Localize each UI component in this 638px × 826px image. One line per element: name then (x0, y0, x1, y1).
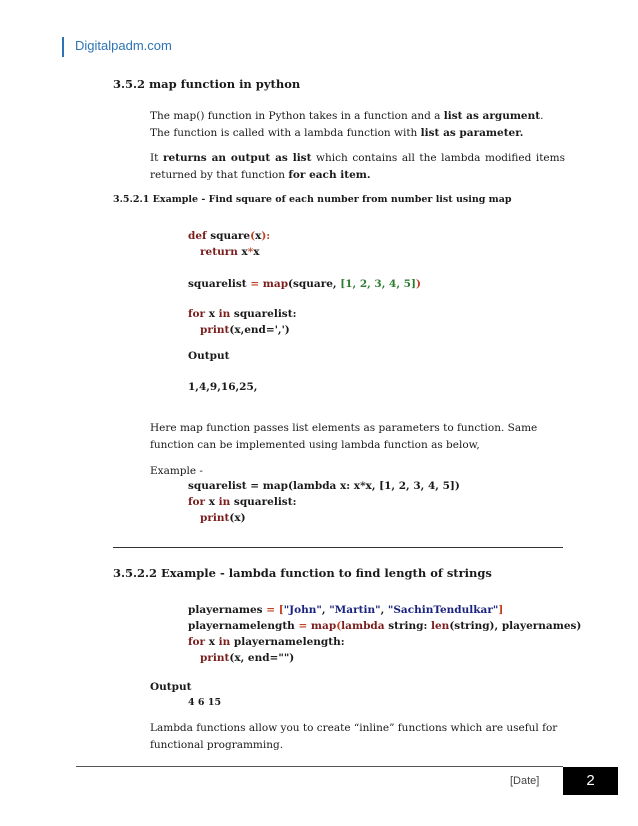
page-number: 2 (563, 767, 618, 795)
output-label-2: Output (150, 681, 192, 693)
code-function: map (262, 278, 289, 290)
output-label: Output (188, 350, 230, 362)
code-line-print (200, 324, 290, 336)
bold-text: list as parameter. (420, 127, 524, 139)
code-function: print (200, 652, 230, 664)
bold-text: for each item. (288, 169, 371, 181)
code-text: squarelist: (230, 496, 297, 508)
code-text: playernamelength: (230, 636, 345, 648)
code-keyword: for (188, 308, 206, 320)
section-title-3-5-2-1: 3.5.2.1 Example - Find square of each number from number list using map (113, 194, 512, 205)
code-op: ) (415, 278, 421, 290)
code-keyword: in (218, 308, 231, 320)
code-op: ): (261, 230, 271, 242)
code-text: x (237, 246, 248, 258)
code-text: (x,end=',') (229, 324, 290, 336)
code-text: squarelist (188, 278, 251, 290)
code-line-lambda-print (200, 512, 246, 524)
code-text: square (210, 230, 251, 242)
code-number: [1, 2, 3, 4, 5] (340, 278, 416, 290)
code-text: , (380, 604, 388, 616)
code-line-def (188, 230, 270, 242)
code-text: x (205, 308, 219, 320)
section-divider (113, 547, 563, 548)
code-keyword: lambda (341, 620, 385, 632)
code-op: * (247, 246, 254, 258)
code-function: print (200, 512, 230, 524)
code-text: (square, (288, 278, 341, 290)
code-keyword: return (200, 246, 238, 258)
code-text: x (255, 230, 262, 242)
code-string: "Martin" (329, 604, 381, 616)
code-op: [ (275, 604, 284, 616)
code-function: map (307, 620, 337, 632)
example-label: Example - (150, 465, 203, 477)
code-keyword: def (188, 230, 207, 242)
text: The map() function in Python takes in a function and a (150, 110, 444, 122)
code-text: playernamelength (188, 620, 299, 632)
code-line-squarelist (188, 278, 421, 290)
code-line-playernamelength (188, 620, 581, 632)
code-line-print-2 (200, 652, 294, 664)
code-function: print (200, 324, 230, 336)
code-text: x (205, 496, 219, 508)
code-line-for (188, 308, 296, 320)
code-keyword: in (218, 496, 231, 508)
bold-text: returns an output as list (162, 152, 312, 164)
code-text: string: (384, 620, 432, 632)
bold-text: list as argument (443, 110, 541, 122)
code-line-playernames (188, 604, 503, 616)
footer-date: [Date] (510, 775, 540, 787)
code-keyword: in (218, 636, 231, 648)
footer-rule (76, 766, 563, 767)
code-text: (x, end="") (229, 652, 295, 664)
section-title-3-5-2-2: 3.5.2.2 Example - lambda function to find length of strings (113, 566, 492, 580)
text: . The function is called with a lambda function with (150, 110, 544, 139)
code-function: len (431, 620, 450, 632)
code-keyword: for (188, 496, 206, 508)
output-value-2: 4 6 15 (188, 697, 222, 708)
code-op: ( (336, 620, 342, 632)
code-text: (string), playernames) (449, 620, 582, 632)
code-text: x (253, 246, 260, 258)
code-op: = (250, 278, 260, 290)
code-op: = (298, 620, 308, 632)
code-op: ( (250, 230, 256, 242)
paragraph-explain: Here map function passes list elements as parameters to function. Same function can be implemented using lambda function as below, (150, 422, 538, 451)
code-text: squarelist: (230, 308, 297, 320)
code-string: "SachinTendulkar" (387, 604, 499, 616)
code-op: = (266, 604, 276, 616)
code-line-lambda-for (188, 496, 296, 508)
text: which contains all the lambda modified items returned by that function (150, 152, 565, 181)
site-name: Digitalpadm.com (75, 38, 172, 53)
code-string: "John" (283, 604, 322, 616)
code-text: (x) (229, 512, 246, 524)
code-keyword: for (188, 636, 206, 648)
code-text: , (321, 604, 330, 616)
paragraph-closing: Lambda functions allow you to create “inline” functions which are useful for functional programming. (150, 722, 558, 751)
code-op: ] (498, 604, 504, 616)
code-line-lambda: squarelist = map(lambda x: x*x, [1, 2, 3, 4, 5]) (188, 480, 460, 492)
output-value: 1,4,9,16,25, (188, 381, 258, 393)
code-text: x (205, 636, 219, 648)
code-text: playernames (188, 604, 267, 616)
text: It (150, 152, 163, 164)
code-line-return (200, 246, 260, 258)
paragraph-map-returns (150, 150, 565, 184)
paragraph-map-intro (150, 108, 565, 142)
section-title-3-5-2: 3.5.2 map function in python (113, 77, 301, 91)
header-accent-bar (62, 37, 64, 57)
code-line-for-2 (188, 636, 345, 648)
